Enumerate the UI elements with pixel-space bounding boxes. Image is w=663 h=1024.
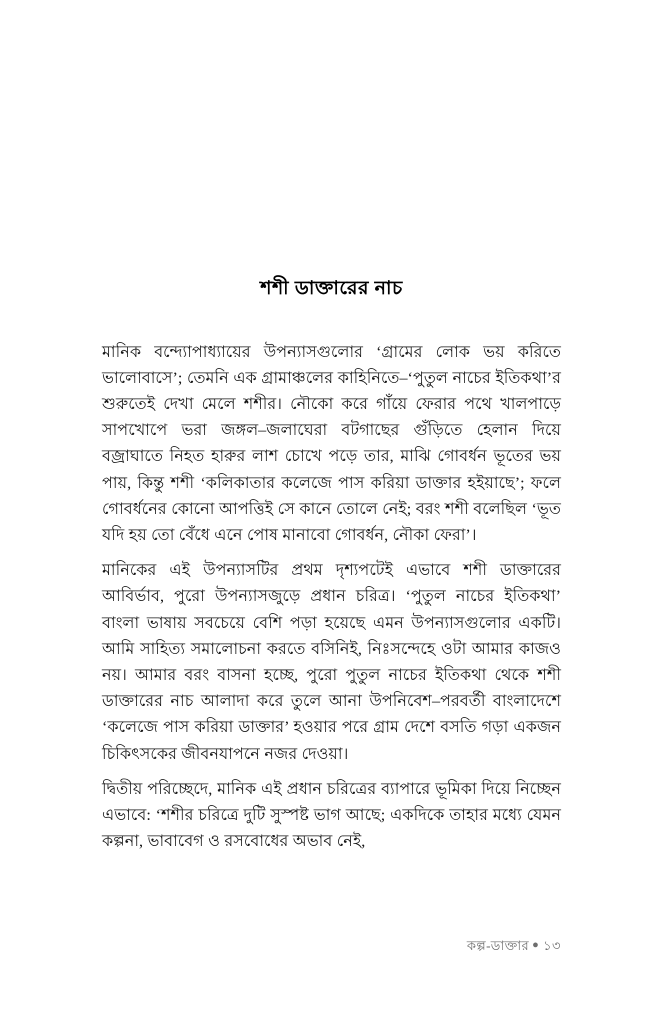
- page-content: [102, 276, 561, 856]
- page-title: শশী ডাক্তারের নাচ: [260, 278, 403, 299]
- footer-separator-bullet: ●: [532, 939, 540, 951]
- footer-running-title: কল্প-ডাক্তার: [466, 938, 530, 953]
- body-paragraph-1: মানিক বন্দ্যোপাধ্যায়ের উপন্যাসগুলোর ‘গ্রামের লোক ভয় করিতে ভালোবাসে’; তেমনি এক গ্রামাঞ্চলের কাহিনিতে–‘পুতুল নাচের ইতিকথা’র শুরুতেই দেখা মেলে শশীর। নৌকো করে গাঁয়ে ফেরার পথে খালপাড়ে সাপখোপে ভরা জঙ্গল–জলাঘেরা বটগাছের গুঁড়িতে হেলান দিয়ে বজ্রাঘাতে নিহত হারুর লাশ চোখে পড়ে তার, মাঝি গোবর্ধন ভূতের ভয় পায়, কিন্তু শশী ‘কলিকাতার কলেজে পাস করিয়া ডাক্তার হইয়াছে’; ফলে গোবর্ধনের কোনো আপত্তিই সে কানে তোলে নেই; বরং শশী বলেছিল ‘ভূত যদি হয় তো বেঁধে এনে পোষ মানাবো গোবর্ধন, নৌকা ফেরা’।: [102, 343, 561, 545]
- footer-page-number: ১৩: [543, 938, 561, 953]
- body-paragraph-3: দ্বিতীয় পরিচ্ছেদে, মানিক এই প্রধান চরিত্রের ব্যাপারে ভূমিকা দিয়ে নিচ্ছেন এভাবে: ‘শশীর চরিত্রে দুটি সুস্পষ্ট ভাগ আছে; একদিকে তাহার মধ্যে যেমন কল্পনা, ভাবাবেগ ও রসবোধের অভাব নেই,: [102, 780, 561, 851]
- body-paragraph-2: মানিকের এই উপন্যাসটির প্রথম দৃশ্যপটেই এভাবে শশী ডাক্তারের আবির্ভাব, পুরো উপন্যাসজুড়ে প্রধান চরিত্র। ‘পুতুল নাচের ইতিকথা’ বাংলা ভাষায় সবচেয়ে বেশি পড়া হয়েছে এমন উপন্যাসগুলোর একটি। আমি সাহিত্য সমালোচনা করতে বসিনিই, নিঃসন্দেহে ওটা আমার কাজও নয়। আমার বরং বাসনা হচ্ছে, পুরো পুতুল নাচের ইতিকথা থেকে শশী ডাক্তারের নাচ আলাদা করে তুলে আনা উপনিবেশ–পরবর্তী বাংলাদেশে ‘কলেজে পাস করিয়া ডাক্তার’ হওয়ার পরে গ্রাম দেশে বসতি গড়া একজন চিকিৎসকের জীবনযাপনে নজর দেওয়া।: [102, 562, 561, 763]
- page-footer: [102, 938, 561, 954]
